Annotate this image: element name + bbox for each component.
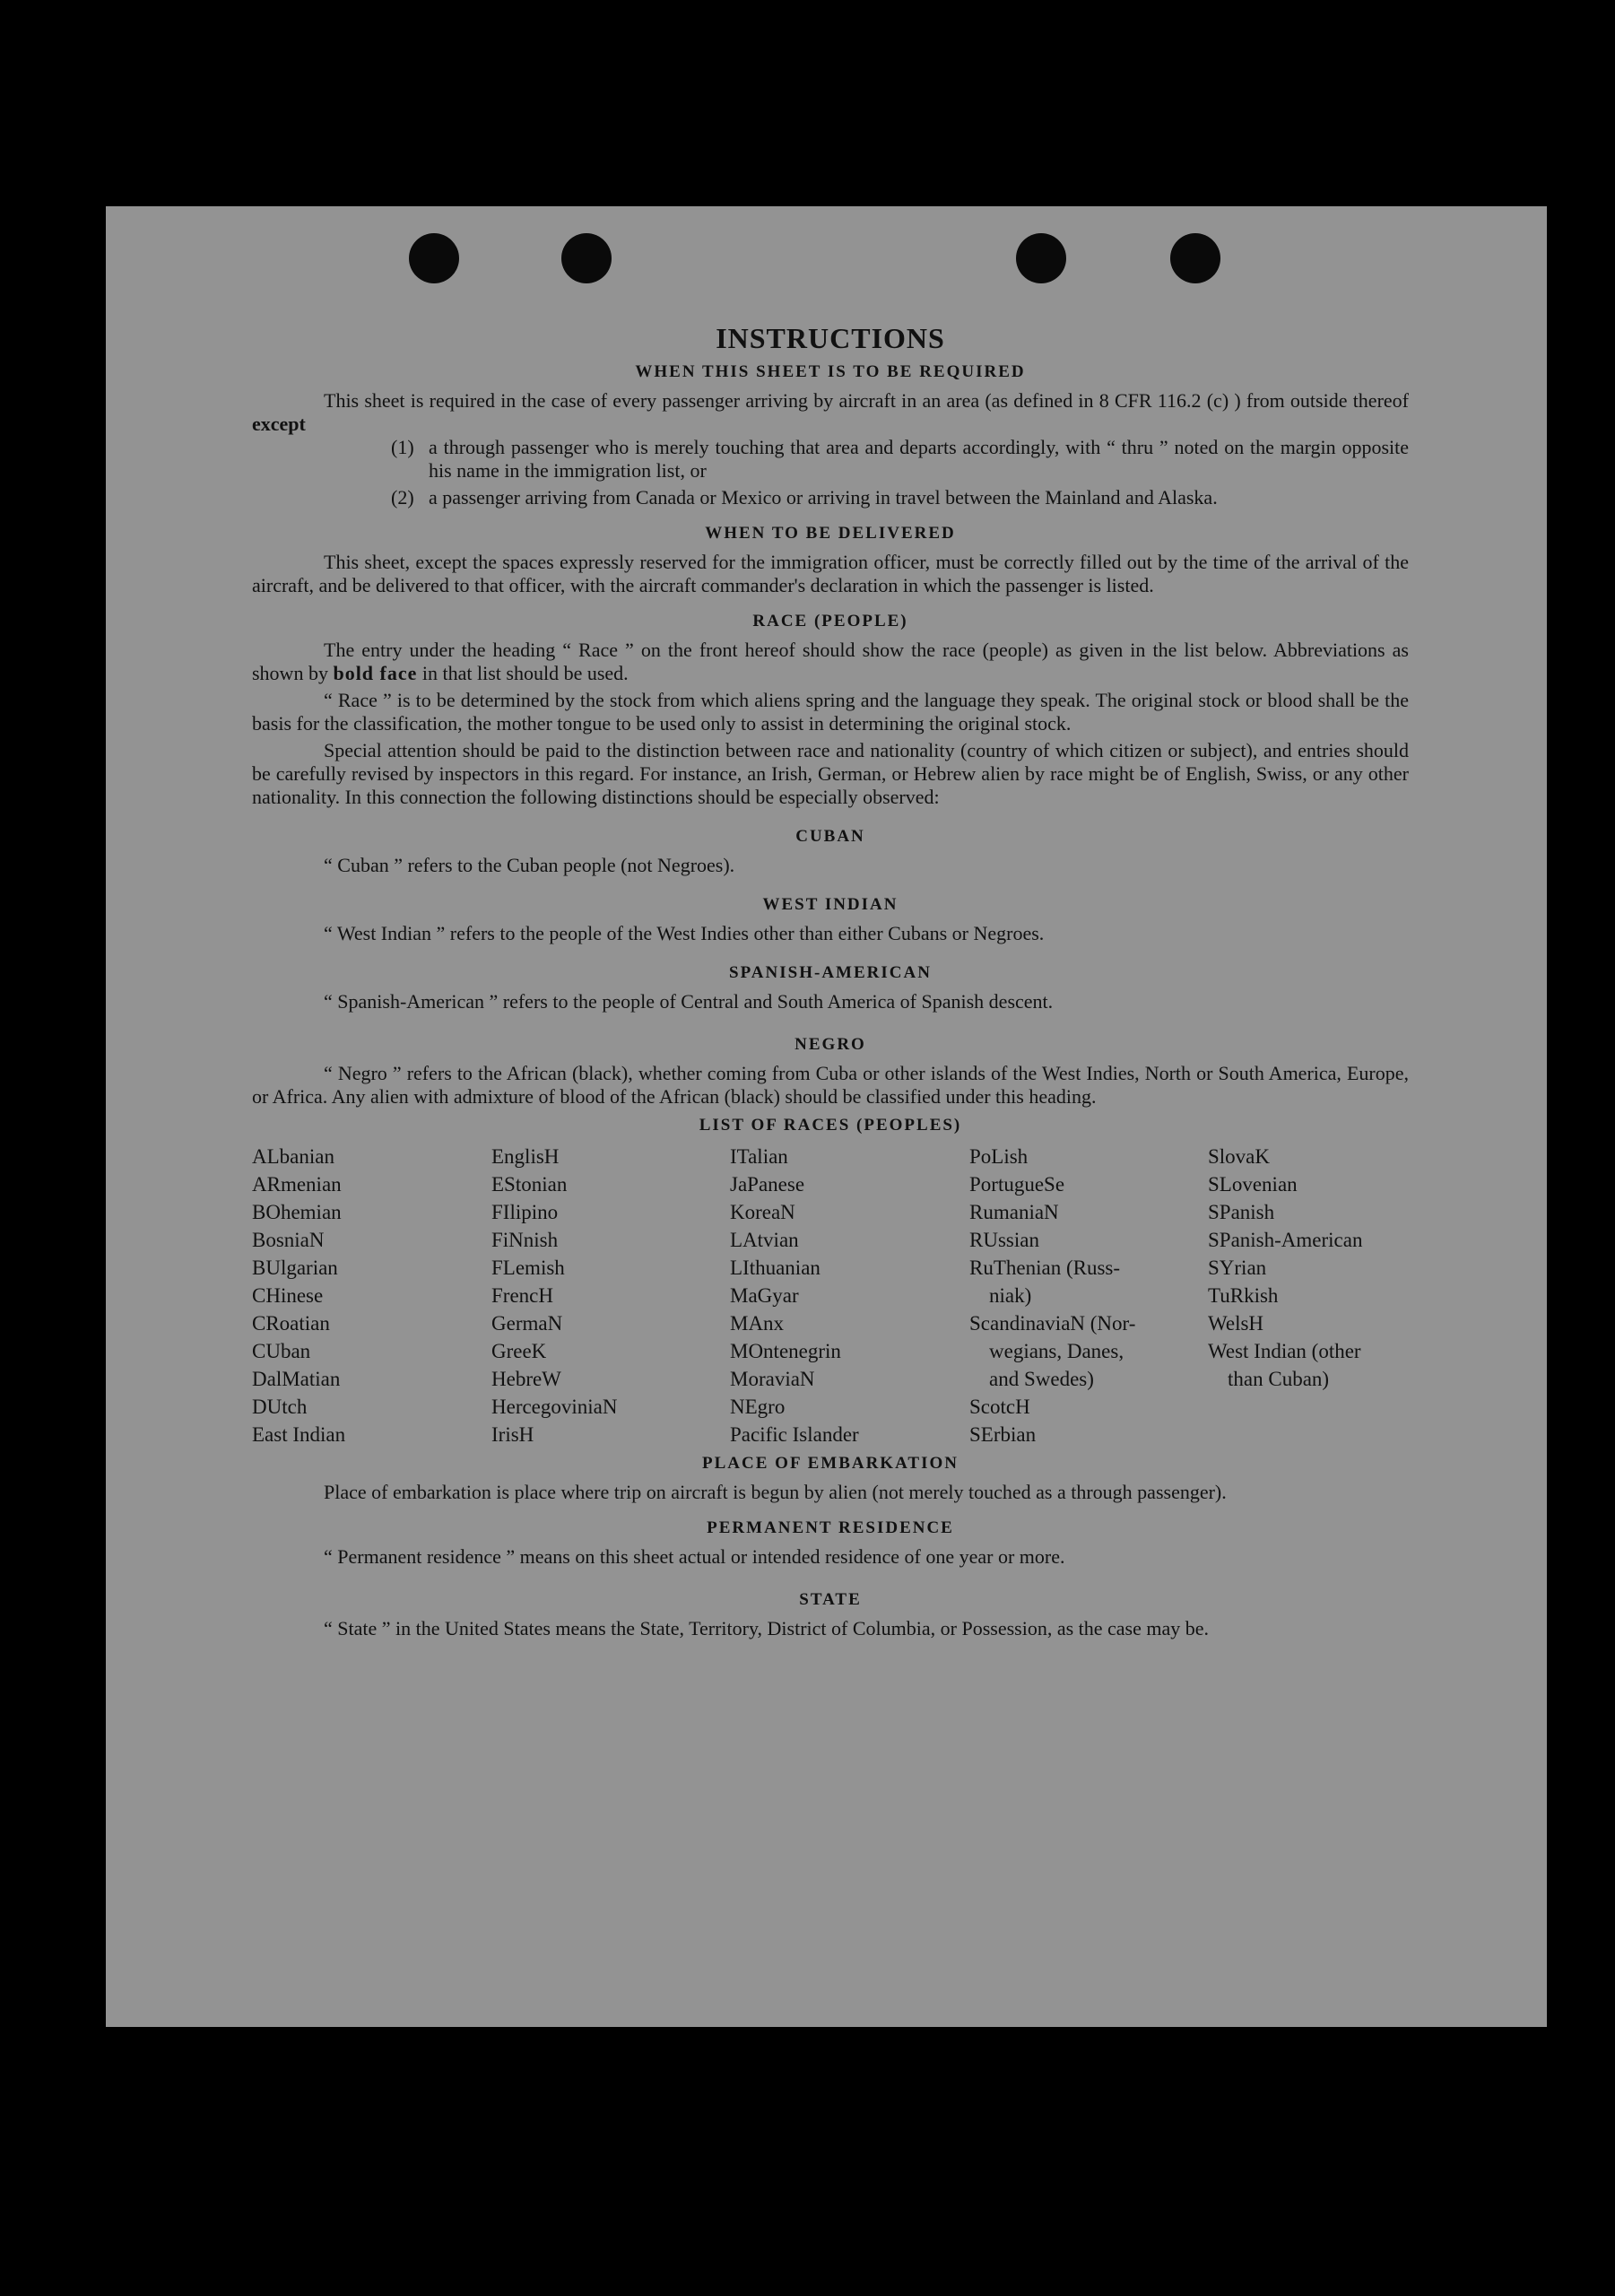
race-entry: HercegoviniaN (491, 1396, 618, 1418)
paragraph-permanent-residence: “ Permanent residence ” means on this sheet actual or intended residence of one year or more. (324, 1545, 1065, 1568)
race-entry: NEgro (730, 1396, 786, 1418)
race-entry-continued: than Cuban) (1228, 1368, 1330, 1390)
race-entry: KoreaN (730, 1201, 795, 1223)
race-entry: GermaN (491, 1312, 563, 1335)
race-entry: JaPanese (730, 1173, 805, 1196)
race-entry-continued: wegians, Danes, (989, 1340, 1124, 1362)
heading-race: RACE (PEOPLE) (752, 612, 908, 631)
item-text: a through passenger who is merely touching that area and departs accordingly, with “ thru ” noted on the margin opposite his name in the immigration list, or (429, 436, 1409, 482)
race-entry: ALbanian (252, 1145, 334, 1168)
paragraph-text: in that list should be used. (417, 662, 629, 684)
race-entry: SLovenian (1208, 1173, 1298, 1196)
item-number: (1) (391, 436, 414, 458)
races-column-3 (730, 1143, 969, 1448)
punch-hole-2 (561, 233, 612, 283)
race-entry: HebreW (491, 1368, 561, 1390)
emphasis-bold-face: bold face (333, 662, 418, 684)
race-entry: IrisH (491, 1423, 534, 1446)
race-entry: MaGyar (730, 1284, 799, 1307)
race-entry: BosniaN (252, 1229, 325, 1251)
paragraph-spanish-american: “ Spanish-American ” refers to the people of Central and South America of Spanish descent. (324, 990, 1054, 1013)
race-entry: SlovaK (1208, 1145, 1270, 1168)
race-entry: LIthuanian (730, 1257, 821, 1279)
document-sheet (106, 206, 1547, 2027)
race-entry: TuRkish (1208, 1284, 1279, 1307)
race-entry: FLemish (491, 1257, 565, 1279)
race-entry: ARmenian (252, 1173, 342, 1196)
race-entry: East Indian (252, 1423, 346, 1446)
race-entry: SPanish (1208, 1201, 1275, 1223)
race-entry: Pacific Islander (730, 1423, 859, 1446)
paragraph-state: “ State ” in the United States means the State, Territory, District of Columbia, or Possession, as the case may be. (324, 1617, 1210, 1639)
paragraph-race-2: “ Race ” is to be determined by the stock from which aliens spring and the language they speak. The original stock or blood shall be the basis for the classification, the mother tongue to be used only to assist in determining the original stock. (252, 689, 1409, 735)
race-entry: CUban (252, 1340, 311, 1362)
paragraph-when-delivered: This sheet, except the spaces expressly reserved for the immigration officer, must be correctly filled out by the time of the arrival of the aircraft, and be delivered to that officer, with the aircraft commander's declaration in which the passenger is listed. (252, 551, 1409, 596)
item-number: (2) (391, 486, 414, 509)
heading-spanish-american: SPANISH-AMERICAN (729, 963, 932, 982)
heading-state: STATE (799, 1590, 862, 1609)
heading-list-of-races: LIST OF RACES (PEOPLES) (699, 1116, 962, 1135)
race-entry: ScandinaviaN (Nor- (969, 1312, 1136, 1335)
race-entry: PoLish (969, 1145, 1029, 1168)
race-entry: GreeK (491, 1340, 547, 1362)
paragraph-text: This sheet is required in the case of every passenger arriving by aircraft in an area (as defined in 8 CFR 116.2 (c) ) from outside thereof (324, 389, 1409, 412)
race-entry: BUlgarian (252, 1257, 338, 1279)
race-entry: SYrian (1208, 1257, 1267, 1279)
race-entry: EStonian (491, 1173, 568, 1196)
race-entry: West Indian (other (1208, 1340, 1361, 1362)
races-column-2 (491, 1143, 730, 1448)
emphasis-except: except (252, 413, 306, 435)
races-column-4 (969, 1143, 1208, 1448)
race-entry: CHinese (252, 1284, 324, 1307)
heading-cuban: CUBAN (795, 827, 865, 846)
paragraph-text: The entry under the heading “ Race ” on the front hereof should show the race (people) as given in the list below. Abbreviations as shown by (252, 639, 1409, 684)
race-entry: CRoatian (252, 1312, 330, 1335)
punch-hole-1 (409, 233, 459, 283)
race-entry-continued: niak) (989, 1284, 1032, 1307)
race-entry: MoraviaN (730, 1368, 815, 1390)
heading-when-required: WHEN THIS SHEET IS TO BE REQUIRED (635, 362, 1026, 381)
race-entry: PortugueSe (969, 1173, 1065, 1196)
punch-hole-3 (1016, 233, 1066, 283)
heading-negro: NEGRO (794, 1035, 866, 1054)
races-column-1 (252, 1143, 491, 1448)
race-entry: ITalian (730, 1145, 788, 1168)
paragraph-when-required (252, 389, 1409, 436)
race-entry: RumaniaN (969, 1201, 1059, 1223)
list-item-2 (391, 486, 1409, 509)
paragraph-west-indian: “ West Indian ” refers to the people of the West Indies other than either Cubans or Negroes. (324, 922, 1045, 944)
races-column-5 (1208, 1143, 1409, 1448)
paragraph-cuban: “ Cuban ” refers to the Cuban people (not Negroes). (324, 854, 735, 876)
race-entry: ScotcH (969, 1396, 1030, 1418)
paragraph-race-3: Special attention should be paid to the distinction between race and nationality (country of which citizen or subject), and entries should be carefully revised by inspectors in this regard. For instance, an Irish, German, or Hebrew alien by race might be of English, Swiss, or any other nationality. In this connection the following distinctions should be especially observed: (252, 739, 1409, 808)
race-entry: BOhemian (252, 1201, 342, 1223)
page-title: INSTRUCTIONS (716, 322, 945, 354)
heading-when-delivered: WHEN TO BE DELIVERED (705, 524, 956, 543)
heading-place-of-embarkation: PLACE OF EMBARKATION (702, 1454, 959, 1473)
paragraph-place-of-embarkation: Place of embarkation is place where trip on aircraft is begun by alien (not merely touched as a through passenger). (324, 1481, 1227, 1503)
race-entry: SErbian (969, 1423, 1037, 1446)
punch-hole-4 (1170, 233, 1220, 283)
instructions-content (252, 321, 1409, 1640)
race-entry: DalMatian (252, 1368, 341, 1390)
race-entry: FrencH (491, 1284, 553, 1307)
race-entry-continued: and Swedes) (989, 1368, 1094, 1390)
race-entry: DUtch (252, 1396, 308, 1418)
race-entry: SPanish-American (1208, 1229, 1363, 1251)
heading-west-indian: WEST INDIAN (762, 895, 899, 914)
race-entry: RUssian (969, 1229, 1039, 1251)
race-entry: EnglisH (491, 1145, 560, 1168)
race-entry: LAtvian (730, 1229, 799, 1251)
race-entry: MOntenegrin (730, 1340, 841, 1362)
race-entry: RuThenian (Russ- (969, 1257, 1121, 1279)
races-table (252, 1143, 1409, 1448)
race-entry: FiNnish (491, 1229, 559, 1251)
heading-permanent-residence: PERMANENT RESIDENCE (707, 1518, 954, 1537)
item-text: a passenger arriving from Canada or Mexico or arriving in travel between the Mainland and Alaska. (429, 486, 1218, 509)
race-entry: WelsH (1208, 1312, 1264, 1335)
paragraph-negro: “ Negro ” refers to the African (black), whether coming from Cuba or other islands of the West Indies, North or South America, Europe, or Africa. Any alien with admixture of blood of the African (black) should be classified under this heading. (252, 1062, 1409, 1108)
race-entry: MAnx (730, 1312, 785, 1335)
list-item-1 (391, 436, 1409, 483)
paragraph-race-1 (252, 639, 1409, 685)
race-entry: FIlipino (491, 1201, 559, 1223)
